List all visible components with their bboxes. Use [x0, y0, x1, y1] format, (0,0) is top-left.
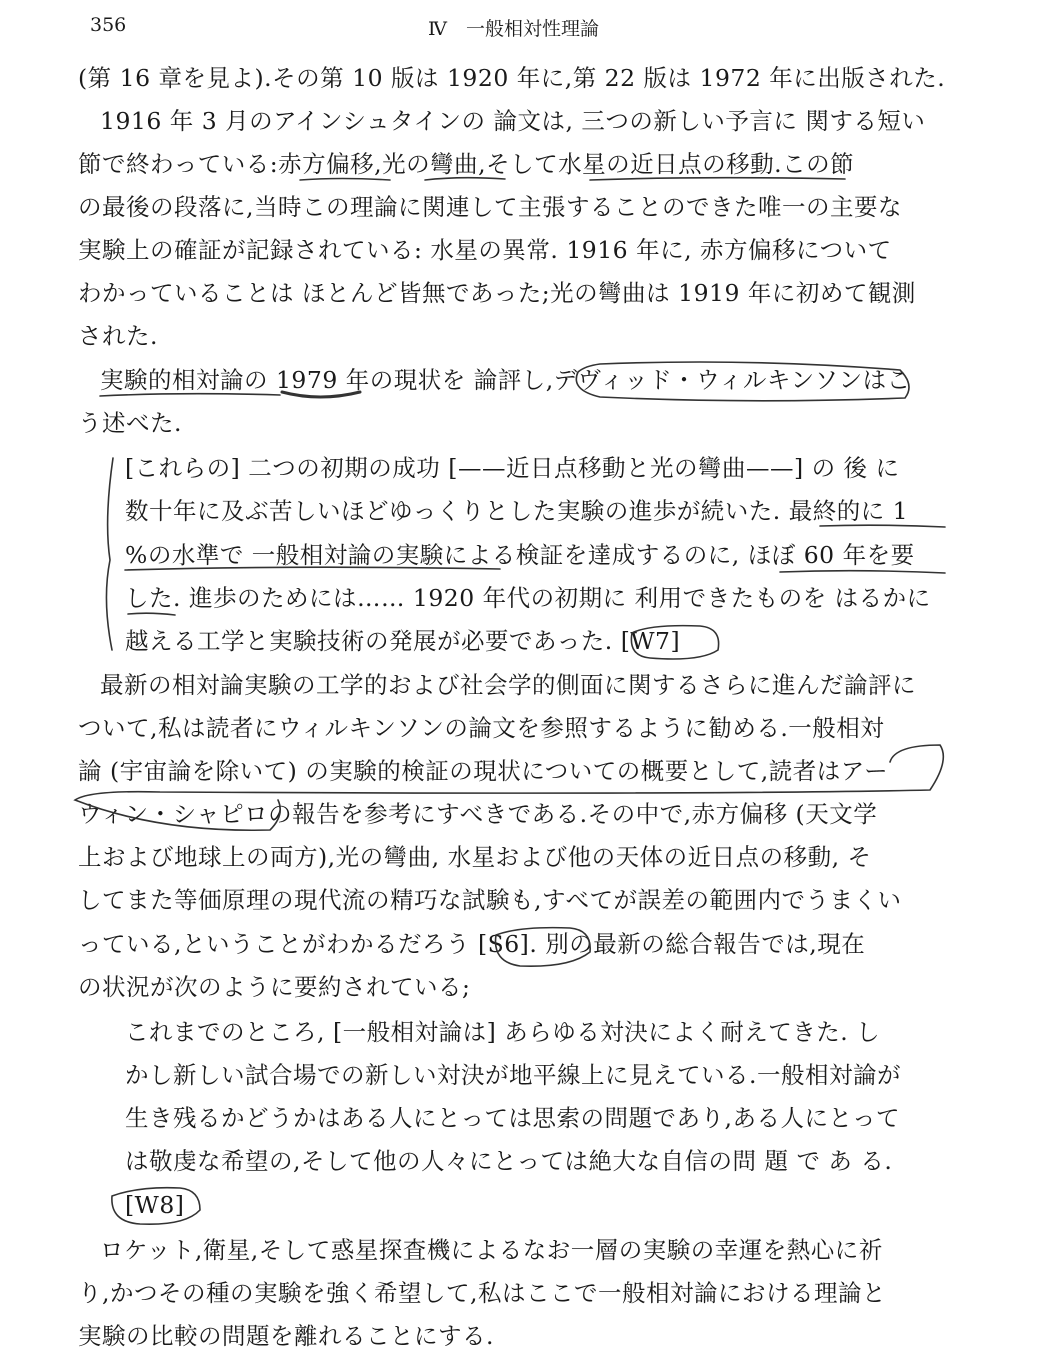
text-line: 実験的相対論の 1979 年の現状を 論評し,デヴィッド・ウィルキンソンはこ	[100, 366, 911, 394]
text-line: わかっていることは ほとんど皆無であった;光の彎曲は 1919 年に初めて観測	[78, 279, 916, 307]
text-line: ついて,私は読者にウィルキンソンの論文を参照するように勧める.一般相対	[78, 714, 885, 742]
text-line: 上および地球上の両方),光の彎曲, 水星および他の天体の近日点の移動, そ	[78, 843, 872, 871]
text-line: ウィン・シャピロの報告を参考にすべきである.その中で,赤方偏移 (天文学	[78, 800, 878, 828]
quote-line: %の水準で 一般相対論の実験による検証を達成するのに, ほぼ 60 年を要	[125, 541, 915, 569]
quote-line: [W8]	[125, 1191, 185, 1219]
text-line: 実験上の確証が記録されている: 水星の異常. 1916 年に, 赤方偏移について	[78, 236, 892, 264]
text-line: 論 (宇宙論を除いて) の実験的検証の現状についての概要として,読者はアー	[78, 757, 889, 785]
quote-line: 越える工学と実験技術の発展が必要であった. [W7]	[125, 627, 681, 655]
text-line: してまた等価原理の現代流の精巧な試験も,すべてが誤差の範囲内でうまくい	[78, 886, 902, 914]
quote-line: かし新しい試合場での新しい対決が地平線上に見えている.一般相対論が	[125, 1061, 901, 1089]
text-line: 最新の相対論実験の工学的および社会学的側面に関するさらに進んだ論評に	[100, 671, 916, 699]
text-line: の状況が次のように要約されている;	[78, 973, 471, 1001]
brace-mark	[106, 458, 113, 650]
quote-line: 数十年に及ぶ苦しいほどゆっくりとした実験の進歩が続いた. 最終的に 1	[125, 497, 909, 525]
page-number: 356	[90, 14, 127, 36]
text-line: ロケット,衛星,そして惑星探査機によるなお一層の実験の幸運を熱心に祈	[100, 1236, 883, 1264]
text-line: 節で終わっている:赤方偏移,光の彎曲,そして水星の近日点の移動.この節	[78, 150, 855, 178]
running-title: Ⅳ 一般相対性理論	[428, 18, 599, 40]
text-line: 実験の比較の問題を離れることにする.	[78, 1322, 494, 1350]
text-line: (第 16 章を見よ).その第 10 版は 1920 年に,第 22 版は 1972 年に出版された.	[78, 64, 946, 92]
text-line: っている,ということがわかるだろう [S6]. 別の最新の総合報告では,現在	[78, 930, 866, 958]
text-line: された.	[78, 322, 158, 350]
quote-line: は敬虔な希望の,そして他の人々にとっては絶大な自信の問 題 で あ る.	[125, 1147, 893, 1175]
quote-line: 生き残るかどうかはある人にとっては思索の問題であり,ある人にとって	[125, 1104, 901, 1132]
quote-line: [これらの] 二つの初期の成功 [——近日点移動と光の彎曲——] の 後 に	[125, 454, 900, 482]
text-line: り,かつその種の実験を強く希望して,私はここで一般相対論における理論と	[78, 1279, 886, 1307]
text-line: う述べた.	[78, 409, 182, 437]
text-line: の最後の段落に,当時この理論に関連して主張することのできた唯一の主要な	[78, 193, 902, 221]
quote-line: した. 進歩のためには…… 1920 年代の初期に 利用できたものを はるかに	[125, 584, 931, 612]
text-line: 1916 年 3 月のアインシュタインの 論文は, 三つの新しい予言に 関する短い	[100, 107, 926, 135]
page-header	[0, 14, 1037, 44]
quote-line: これまでのところ, [一般相対論は] あらゆる対決によく耐えてきた. し	[125, 1018, 881, 1046]
